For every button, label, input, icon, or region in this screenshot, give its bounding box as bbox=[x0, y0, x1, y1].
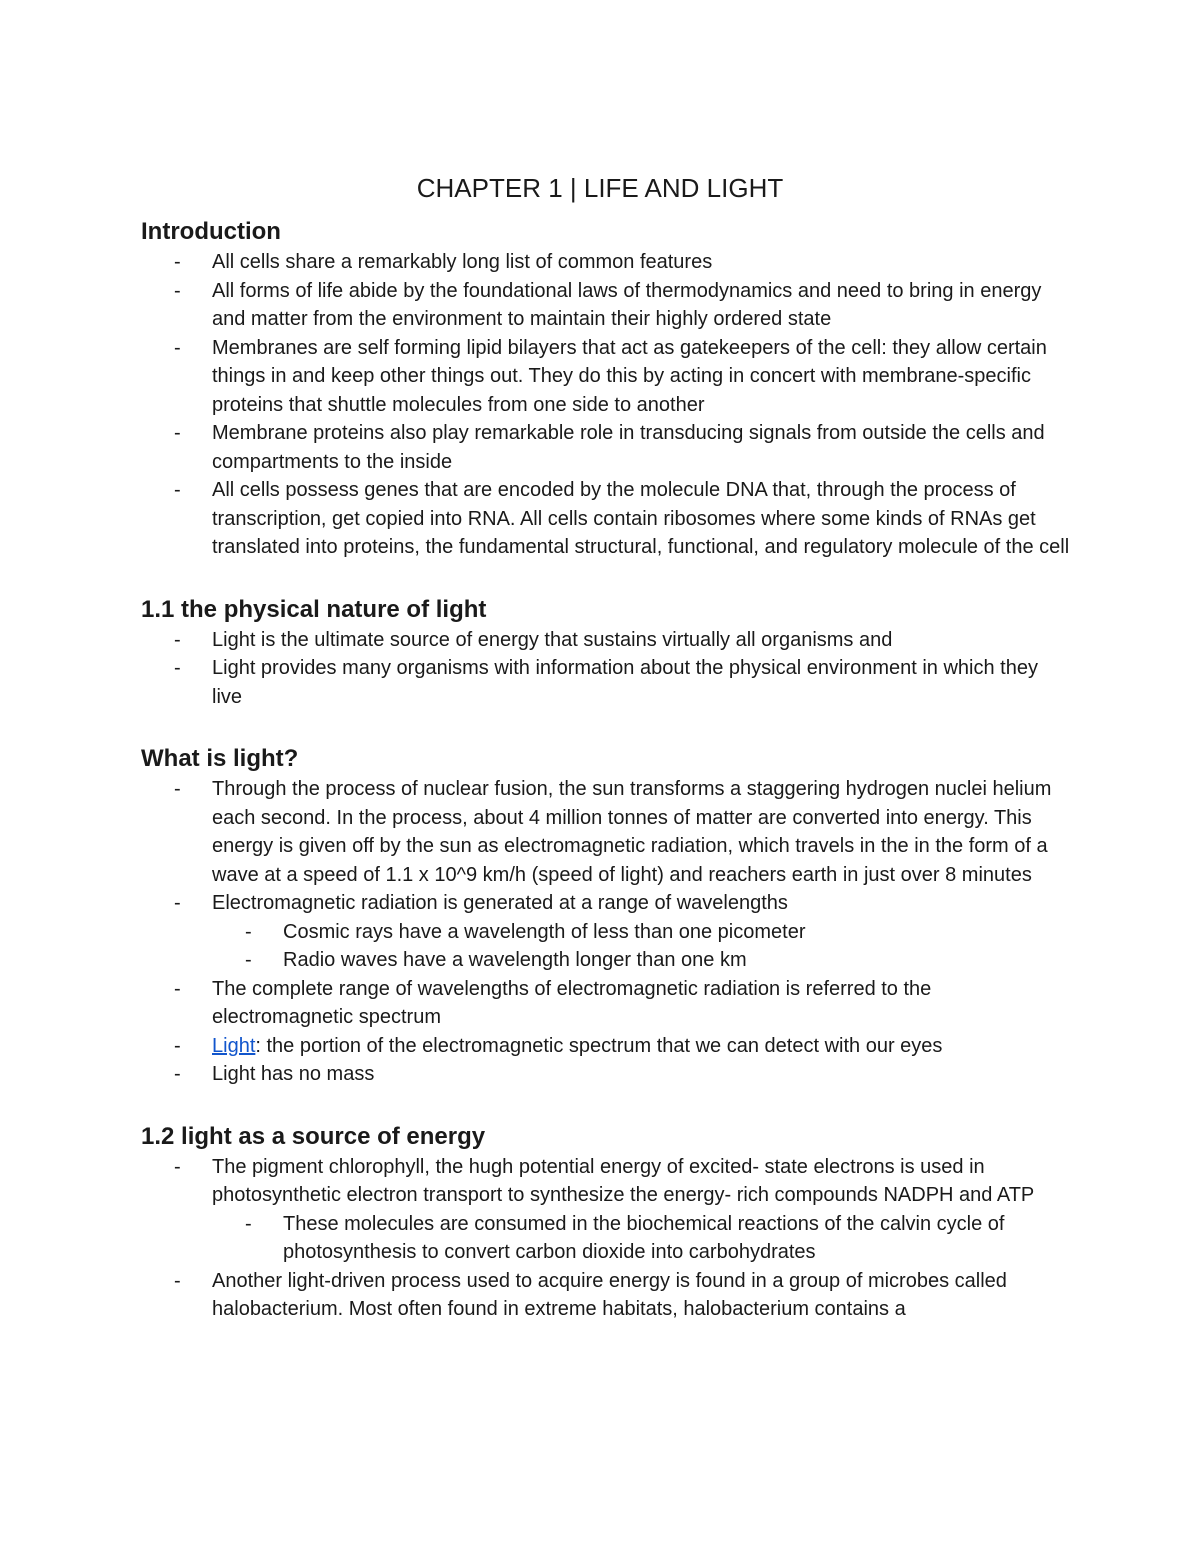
section-heading: 1.2 light as a source of energy bbox=[141, 1122, 486, 1150]
list-item: - The complete range of wavelengths of electromagnetic radiation is referred to the electromagnetic spectrum bbox=[141, 975, 1071, 1032]
section-introduction bbox=[141, 212, 1071, 562]
section-physical-nature-of-light bbox=[141, 590, 1071, 712]
document-body bbox=[141, 212, 1071, 1324]
section-heading: What is light? bbox=[141, 745, 299, 772]
section-light-as-energy-source bbox=[141, 1117, 1071, 1324]
chapter-title: CHAPTER 1 | LIFE AND LIGHT bbox=[416, 173, 784, 203]
sub-list-item: - Cosmic rays have a wavelength of less than one picometer bbox=[141, 918, 1071, 947]
list-item: - Through the process of nuclear fusion, the sun transforms a staggering hydrogen nuclei helium each second. In the process, about 4 million tonnes of matter are converted into energy. This energy is given off by the sun as electromagnetic radiation, which travels in the in the form of a wave at a speed of 1.1 x 10^9 km/h (speed of light) and reachers earth in just over 8 minutes bbox=[141, 775, 1071, 889]
light-term-link[interactable]: Light bbox=[212, 1034, 256, 1057]
list-item: - All cells share a remarkably long list of common features bbox=[141, 248, 1071, 277]
bullet-list bbox=[141, 626, 1071, 712]
section-what-is-light bbox=[141, 739, 1071, 1089]
list-item: - The pigment chlorophyll, the hugh potential energy of excited- state electrons is used in photosynthetic electron transport to synthesize the energy- rich compounds NADPH and ATP bbox=[141, 1153, 1071, 1210]
bullet-list bbox=[141, 248, 1071, 562]
list-item: - Electromagnetic radiation is generated at a range of wavelengths bbox=[141, 889, 1071, 918]
bullet-list bbox=[141, 775, 1071, 1089]
list-item: - Another light-driven process used to acquire energy is found in a group of microbes called halobacterium. Most often found in extreme habitats, halobacterium contains a bbox=[141, 1267, 1071, 1324]
list-item: - All forms of life abide by the foundational laws of thermodynamics and need to bring in energy and matter from the environment to maintain their highly ordered state bbox=[141, 277, 1071, 334]
list-item: - Light has no mass bbox=[141, 1060, 1071, 1089]
list-item: - Membrane proteins also play remarkable role in transducing signals from outside the cells and compartments to the inside bbox=[141, 419, 1071, 476]
section-heading: Introduction bbox=[141, 218, 281, 245]
sub-list-item: - Radio waves have a wavelength longer than one km bbox=[141, 946, 1071, 975]
light-definition-text: : the portion of the electromagnetic spectrum that we can detect with our eyes bbox=[255, 1034, 943, 1057]
sub-list-item: - These molecules are consumed in the biochemical reactions of the calvin cycle of photosynthesis to convert carbon dioxide into carbohydrates bbox=[141, 1210, 1071, 1267]
list-item: - Light provides many organisms with information about the physical environment in which they live bbox=[141, 654, 1071, 711]
list-item-light-definition bbox=[141, 1032, 1071, 1061]
list-item: - Light is the ultimate source of energy that sustains virtually all organisms and bbox=[141, 626, 1071, 655]
list-item: - Membranes are self forming lipid bilayers that act as gatekeepers of the cell: they allow certain things in and keep other things out. They do this by acting in concert with membrane-specific proteins that shuttle molecules from one side to another bbox=[141, 334, 1071, 420]
list-item: - All cells possess genes that are encoded by the molecule DNA that, through the process of transcription, get copied into RNA. All cells contain ribosomes where some kinds of RNAs get translated into proteins, the fundamental structural, functional, and regulatory molecule of the cell bbox=[141, 476, 1071, 562]
bullet-list bbox=[141, 1153, 1071, 1324]
section-heading: 1.1 the physical nature of light bbox=[141, 595, 487, 623]
